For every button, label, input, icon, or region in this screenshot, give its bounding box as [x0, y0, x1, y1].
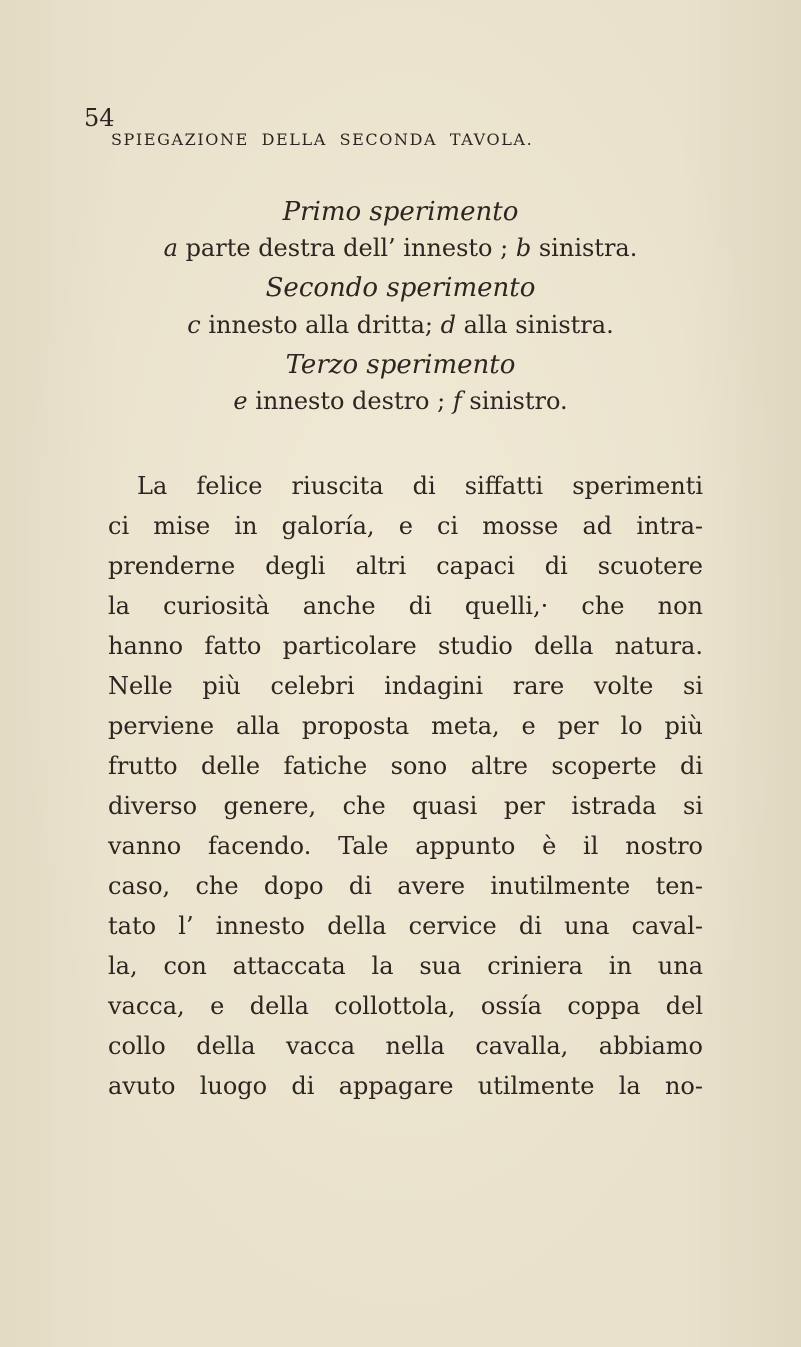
page-number: 54 [84, 104, 115, 132]
paragraph-line: Nelle più celebri indagini rare volte si [108, 672, 703, 700]
running-head: SPIEGAZIONE DELLA SECONDA TAVOLA. [111, 130, 534, 149]
paragraph-line: la, con attaccata la sua criniera in una [108, 952, 703, 980]
paragraph-line: vacca, e della collottola, ossía coppa del [108, 992, 703, 1020]
experiment-1-title: Primo sperimento [282, 197, 519, 227]
paragraph-line: la curiosità anche di quelli,· che non [108, 592, 703, 620]
label-e: e [233, 387, 248, 415]
experiment-3-text-1: innesto destro ; [247, 387, 453, 415]
experiment-2-text-1: innesto alla dritta; [200, 311, 441, 339]
label-c: c [187, 311, 201, 339]
paragraph-line: vanno facendo. Tale appunto è il nostro [108, 832, 703, 860]
experiment-3-text-2: sinistro. [461, 387, 568, 415]
experiment-1-line [0, 236, 801, 260]
experiment-1-text-2: sinistra. [531, 234, 638, 262]
experiment-3-line [0, 389, 801, 413]
experiment-2-title: Secondo sperimento [265, 273, 536, 303]
paragraph-line: tato l’ innesto della cervice di una caval- [108, 912, 703, 940]
paragraph-line: frutto delle fatiche sono altre scoperte di [108, 752, 703, 780]
paragraph-line: hanno fatto particolare studio della natura. [108, 632, 703, 660]
paragraph-line: perviene alla proposta meta, e per lo più [108, 712, 703, 740]
label-f: f [452, 387, 462, 415]
paragraph-line: prenderne degli altri capaci di scuotere [108, 552, 703, 580]
paragraph-line: caso, che dopo di avere inutilmente ten- [108, 872, 703, 900]
experiment-3-title: Terzo sperimento [285, 350, 516, 380]
paragraph-line: diverso genere, che quasi per istrada si [108, 792, 703, 820]
experiment-2-text-2: alla sinistra. [455, 311, 614, 339]
paragraph-line: La felice riuscita di siffatti sperimenti [137, 472, 703, 500]
paragraph-line: collo della vacca nella cavalla, abbiamo [108, 1032, 703, 1060]
label-b: b [515, 234, 532, 262]
paragraph-line: ci mise in galoría, e ci mosse ad intra- [108, 512, 703, 540]
experiment-2-line [0, 313, 801, 337]
label-a: a [163, 234, 178, 262]
experiment-1-text-1: parte destra dell’ innesto ; [177, 234, 516, 262]
paragraph-line: avuto luogo di appagare utilmente la no- [108, 1072, 703, 1100]
label-d: d [440, 311, 456, 339]
